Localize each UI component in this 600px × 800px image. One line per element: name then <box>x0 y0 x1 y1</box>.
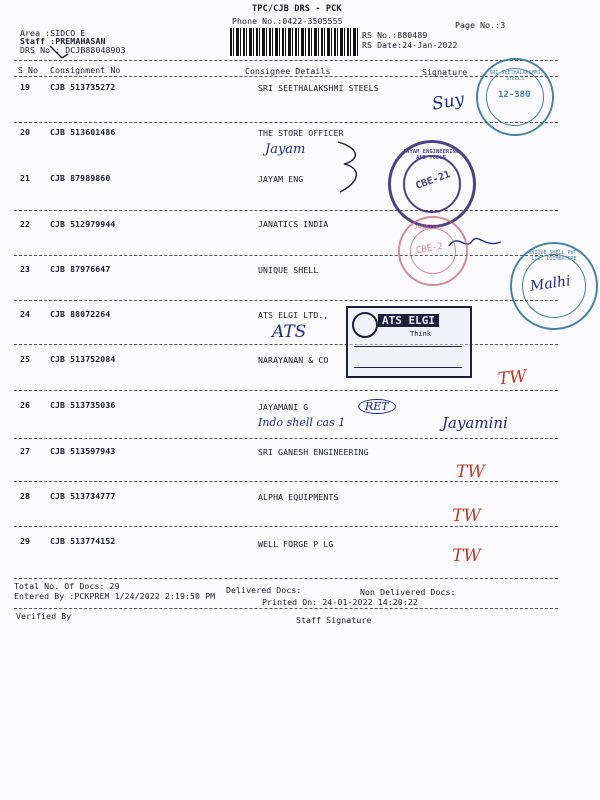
row-sno: 21 <box>20 173 31 183</box>
row-consignee: WELL FORGE P LG <box>258 539 334 549</box>
row-consignment: CJB 513597943 <box>50 446 116 456</box>
verified-by: Verified By <box>16 611 72 621</box>
row-consignee: SRI GANESH ENGINEERING <box>258 447 369 457</box>
row-divider <box>14 526 558 527</box>
stamp-seethalakshmi-date: 12-380 <box>498 90 531 100</box>
signature-row25: TW <box>497 366 528 390</box>
row-consignment: CJB 513774152 <box>50 536 116 546</box>
row-sno: 22 <box>20 219 31 229</box>
row-consignment: CJB 513601486 <box>50 127 116 137</box>
row-consignee: UNIQUE SHELL <box>258 265 319 275</box>
stamp-ats-tag: Think <box>410 330 432 338</box>
row-consignee: JAYAM ENG <box>258 174 304 184</box>
squiggle-signature-icon <box>330 138 370 198</box>
row-sno: 26 <box>20 400 31 410</box>
row-consignment: CJB 87976647 <box>50 264 111 274</box>
staff-signature: Staff Signature <box>296 615 372 625</box>
row-consignment: CJB 513735272 <box>50 82 116 92</box>
ret-mark: RET <box>358 399 396 414</box>
delivered-docs: Delivered Docs: <box>226 585 302 595</box>
signature-row28: TW <box>452 506 481 526</box>
stamp-unique-shell-text: UNIQUE SHELL PVT. LTD. COIMBATORE <box>528 250 580 262</box>
row-divider <box>14 300 558 301</box>
row-divider <box>14 390 558 391</box>
non-delivered-docs: Non Delivered Docs: <box>360 587 456 597</box>
row-sno: 29 <box>20 536 31 546</box>
stamp-ats-brand: ATS ELGI <box>378 314 439 327</box>
entered-by: Entered By :PCKPREM 1/24/2022 2:19:50 PM <box>14 591 216 601</box>
row-sno: 27 <box>20 446 31 456</box>
printed-on: Printed On: 24-01-2022 14:20:22 <box>262 597 418 607</box>
row-sno: 19 <box>20 82 31 92</box>
col-consignee: Consignee Details <box>245 66 331 76</box>
row-consignee: JAYAMANI G <box>258 402 309 412</box>
row-divider <box>14 438 558 439</box>
total-docs: Total No. Of Docs: 29 <box>14 581 120 591</box>
col-sno: S No <box>18 65 39 75</box>
row-consignment: CJB 513735036 <box>50 400 116 410</box>
signature-row20: Jayam <box>265 142 306 157</box>
stamp-jayam-center: CBE-21 <box>414 169 452 192</box>
area-label: Area :SIDCO E <box>20 28 86 38</box>
row-divider <box>14 210 558 211</box>
header-divider-bottom <box>14 76 558 77</box>
stamp-jayam-text: JAYAM ENGINEERING AND TOOLS <box>402 149 460 161</box>
row-consignment: CJB 513752084 <box>50 354 116 364</box>
rs-number: RS No.:880489 <box>362 30 428 40</box>
row-divider <box>14 344 558 345</box>
row-consignment: CJB 88072264 <box>50 309 111 319</box>
signature-row23: Malhi <box>529 273 572 295</box>
note-row26: Indo shell cas 1 <box>258 416 346 429</box>
row-consignee: NARAYANAN & CO <box>258 355 329 365</box>
row-consignee: JANATICS INDIA <box>258 219 329 229</box>
barcode <box>230 28 358 56</box>
row-consignee: SRI SEETHALAKSHMI STEELS <box>258 83 379 93</box>
row-consignee: THE STORE OFFICER <box>258 128 344 138</box>
col-signature: Signature <box>422 67 468 77</box>
staff-label: Staff :PREMAHASAN <box>20 36 106 46</box>
rs-date: RS Date:24-Jan-2022 <box>362 40 458 50</box>
row-consignee: ALPHA EQUIPMENTS <box>258 492 339 502</box>
row-consignment: CJB 513734777 <box>50 491 116 501</box>
pen-mark-icon <box>48 42 78 62</box>
header-divider-top <box>14 60 558 61</box>
stamp-janatics-center: CBE-2 <box>415 241 444 257</box>
stamp-ats-band <box>354 346 462 368</box>
row-divider <box>14 578 558 579</box>
stamp-seethalakshmi-text: SRI SEETHALAKSHMI STEELS <box>489 70 541 82</box>
row-sno: 25 <box>20 354 31 364</box>
row-sno: 20 <box>20 127 31 137</box>
signature-row19: Suy <box>430 89 466 115</box>
row-consignee: ATS ELGI LTD., <box>258 310 329 320</box>
stamp-seethalakshmi <box>476 58 554 136</box>
row-divider <box>14 122 558 123</box>
stamp-jayam <box>388 140 476 228</box>
stamp-unique-shell <box>510 242 598 330</box>
row-sno: 28 <box>20 491 31 501</box>
page-number: Page No.:3 <box>455 20 506 30</box>
col-consignment: Consignment No <box>50 65 121 75</box>
row-sno: 23 <box>20 264 31 274</box>
stamp-janatics-text: JANATICS <box>414 224 443 231</box>
row-sno: 24 <box>20 309 31 319</box>
drs-title: TPC/CJB DRS - PCK <box>252 4 342 14</box>
footer-divider <box>14 608 558 609</box>
stamp-ats-elgi <box>346 306 472 378</box>
signature-row24: ATS <box>272 322 307 342</box>
signature-row29: TW <box>452 546 481 566</box>
signature-row26: Jayamini <box>442 414 508 432</box>
row-divider <box>14 255 558 256</box>
ats-logo-icon <box>352 312 378 338</box>
phone-number: Phone No.:0422-3505555 <box>232 16 343 26</box>
row-consignment: CJB 87989860 <box>50 173 111 183</box>
drs-number: DRS No : DCJB88048903 <box>20 45 126 55</box>
row-consignment: CJB 512979944 <box>50 219 116 229</box>
signature-row27: TW <box>456 462 485 482</box>
stamp-janatics <box>398 216 468 286</box>
